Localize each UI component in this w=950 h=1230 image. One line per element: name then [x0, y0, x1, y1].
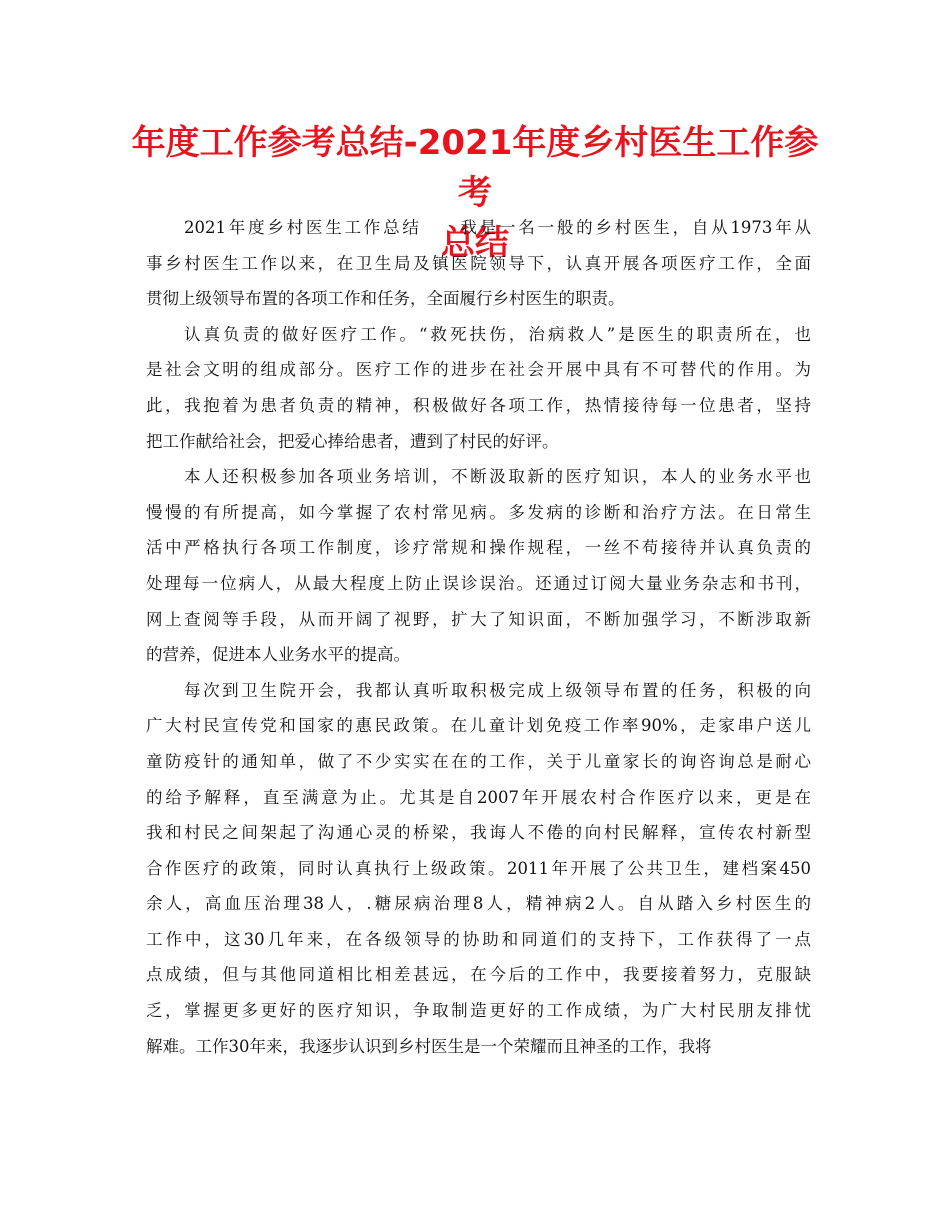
text-line: 认真负责的做好医疗工作。“救死扶伤，治病救人”是医生的职责所在，也	[184, 324, 811, 344]
text-line: 乏，掌握更多更好的医疗知识，争取制造更好的工作成绩，为广大村民朋友排忧	[146, 1001, 811, 1021]
text-line: 点成绩，但与其他同道相比相差甚远，在今后的工作中，我要接着努力，克服缺	[146, 965, 811, 985]
text-line: 每次到卫生院开会，我都认真听取积极完成上级领导布置的任务，积极的向	[184, 680, 811, 700]
paragraph-4	[146, 673, 811, 1065]
title-line-1: 年度工作参考总结-2021年度乡村医生工作参考	[131, 123, 819, 213]
paragraph-2	[146, 317, 811, 459]
inline-heading: 2021年度乡村医生工作总结	[184, 218, 422, 237]
title-line-2: 总结	[441, 223, 509, 263]
text-line: 事乡村医生工作以来，在卫生局及镇医院领导下，认真开展各项医疗工作，全面	[146, 253, 811, 273]
paragraph-1	[146, 210, 811, 317]
text-line: 网上查阅等手段，从而开阔了视野，扩大了知识面，不断加强学习，不断涉取新	[146, 609, 811, 629]
text-line: 合作医疗的政策，同时认真执行上级政策。2011年开展了公共卫生，建档案450	[146, 858, 811, 878]
text-line: 本人还积极参加各项业务培训，不断汲取新的医疗知识，本人的业务水平也	[184, 467, 811, 487]
text-line	[146, 210, 811, 246]
text-line: 解难。工作30年来，我逐步认识到乡村医生是一个荣耀而且神圣的工作，我将	[146, 1036, 712, 1056]
text-line: 活中严格执行各项工作制度，诊疗常规和操作规程，一丝不苟接待并认真负责的	[146, 538, 811, 558]
text-line: 广大村民宣传党和国家的惠民政策。在儿童计划免疫工作率90%，走家串户送儿	[146, 716, 811, 736]
text-line: 处理每一位病人，从最大程度上防止误诊误治。还通过订阅大量业务杂志和书刊，	[146, 573, 811, 593]
text-line: 童防疫针的通知单，做了不少实实在在的工作，关于儿童家长的询咨询总是耐心	[146, 751, 811, 771]
text-line: 贯彻上级领导布置的各项工作和任务，全面履行乡村医生的职责。	[146, 289, 625, 309]
text-line: 的给予解释，直至满意为止。尤其是自2007年开展农村合作医疗以来，更是在	[146, 787, 811, 807]
document-body	[146, 210, 811, 1064]
inline-text: 我是一名一般的乡村医生，自从1973年从	[457, 218, 811, 237]
text-line: 把工作献给社会，把爱心捧给患者，遭到了村民的好评。	[146, 431, 559, 451]
text-line: 工作中，这30几年来，在各级领导的协助和同道们的支持下，工作获得了一点	[146, 929, 811, 949]
text-line: 此，我抱着为患者负责的精神，积极做好各项工作，热情接待每一位患者，坚持	[146, 395, 811, 415]
text-line: 余人，高血压治理38人，.糖尿病治理8人，精神病2人。自从踏入乡村医生的	[146, 894, 811, 914]
text-line: 慢慢的有所提高，如今掌握了农村常见病。多发病的诊断和治疗方法。在日常生	[146, 502, 811, 522]
paragraph-3	[146, 459, 811, 673]
text-line: 是社会文明的组成部分。医疗工作的进步在社会开展中具有不可替代的作用。为	[146, 360, 811, 380]
text-line: 我和村民之间架起了沟通心灵的桥梁，我诲人不倦的向村民解释，宣传农村新型	[146, 823, 811, 843]
text-line: 的营养，促进本人业务水平的提高。	[146, 645, 410, 665]
